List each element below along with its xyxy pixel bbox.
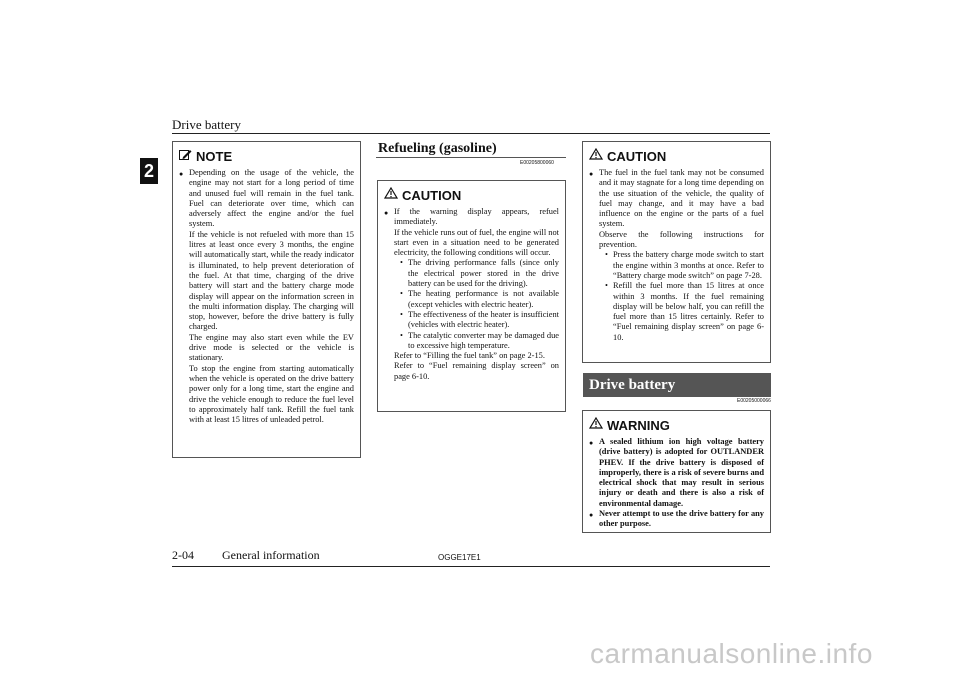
- warning-item: [589, 509, 764, 530]
- caution-subitem: • The catalytic converter may be damaged due to excessive high temperature.: [400, 330, 559, 350]
- note-pencil-icon: [179, 147, 192, 165]
- caution-paragraph: Refer to “Fuel remaining display screen” on page 6-10.: [394, 361, 559, 381]
- section-rule: [376, 157, 566, 158]
- bullet-icon: ●: [179, 170, 184, 178]
- bullet-icon: ●: [589, 511, 594, 520]
- note-box: [172, 141, 361, 458]
- note-paragraph: Depending on the usage of the vehicle, the engine may not start for a long period of time and unused fuel will remain in the fuel tank. Fuel can deteriorate over time, which can adversely affect the engine and/or the fuel system.: [189, 168, 354, 229]
- section-code: E00205000066: [737, 398, 771, 404]
- caution-subitem: • Press the battery charge mode switch to start the engine within 3 months at once. Refer to “Battery charge mode switch” on page 7-28.: [605, 250, 764, 280]
- warning-title: WARNING: [607, 417, 670, 433]
- caution-paragraph: Observe the following instructions for prevention.: [599, 229, 764, 250]
- section-code: E00205800060: [520, 160, 554, 166]
- bullet-icon: ●: [384, 209, 389, 217]
- bullet-icon: ●: [589, 439, 594, 447]
- header-rule: [172, 133, 770, 134]
- page-number: 2-04: [172, 548, 194, 562]
- running-header: Drive battery: [172, 117, 241, 132]
- caution-subitem: • The driving performance falls (since only the electrical power stored in the drive battery can be used for the driving).: [400, 258, 559, 289]
- warning-paragraph: A sealed lithium ion high voltage battery (drive battery) is adopted for OUTLANDER PHEV. If the drive battery is disposed of improperly, there is a risk of severe burns and electrical shock that may result in serious injury or death and there is also a risk of environmental damage.: [599, 437, 764, 508]
- note-title: NOTE: [196, 148, 233, 164]
- caution-title: CAUTION: [607, 148, 667, 164]
- caution-subitem: • The heating performance is not available (except vehicles with electric heater).: [400, 289, 559, 309]
- caution-subitem: • The effectiveness of the heater is insufficient (vehicles with electric heater).: [400, 309, 559, 330]
- note-item: [179, 168, 354, 425]
- caution-paragraph: Refer to “Filling the fuel tank” on page 2-15.: [394, 351, 545, 361]
- warning-triangle-icon: [589, 416, 603, 434]
- chapter-tab: 2: [140, 158, 158, 184]
- section-title-refueling: Refueling (gasoline): [378, 141, 497, 156]
- note-paragraph: If the vehicle is not refueled with more than 15 litres at least once every 3 months, the engine will automatically start, while the ready indicator is illuminated, to help prevent deterioration of the fuel. At that time, charging of the drive battery will start and the battery charge mode display will appear on the information screen in the multi information display. The charging will stop, however, before the drive battery is fully charged.: [189, 229, 354, 332]
- document-code: OGGE17E1: [438, 553, 481, 562]
- caution-paragraph: If the warning display appears, refuel immediately.: [394, 207, 559, 227]
- caution-item: [589, 168, 764, 343]
- chapter-name: General information: [222, 548, 320, 562]
- caution-box-fuel: [582, 141, 771, 363]
- warning-triangle-icon: [589, 147, 603, 165]
- caution-title: CAUTION: [402, 187, 462, 203]
- warning-paragraph: Never attempt to use the drive battery for any other purpose.: [599, 509, 764, 529]
- warning-triangle-icon: [384, 186, 398, 204]
- footer-rule: [172, 566, 770, 567]
- caution-paragraph: The fuel in the fuel tank may not be consumed and it may stagnate for a long time depending on the use situation of the vehicle, the quality of fuel may change, and it may have a bad influence on the engine or the parts of a fuel system.: [599, 168, 764, 229]
- note-paragraph: To stop the engine from starting automatically when the vehicle is operated on the drive battery power only for a long time, start the engine and drive the vehicle enough to reduce the fuel level to approximately half tank. Refill the fuel tank with at least 15 litres of unleaded petrol.: [189, 363, 354, 425]
- note-paragraph: The engine may also start even while the EV drive mode is selected or the vehicle is stationary.: [189, 332, 354, 363]
- warning-box: [582, 410, 771, 533]
- watermark: carmanualsonline.info: [590, 638, 873, 669]
- caution-subitem: • Refill the fuel more than 15 litres at once within 3 months. If the fuel remaining display will be below half, you can refill the fuel more than 15 litres certainly. Refer to “Fuel remaining display screen” on page 6-10.: [605, 281, 764, 342]
- caution-box-refueling: [377, 180, 566, 412]
- warning-item: [589, 437, 764, 509]
- caution-paragraph: If the vehicle runs out of fuel, the engine will not start even in a situation need to be generated electricity, the following conditions will occur.: [394, 227, 559, 258]
- bullet-icon: ●: [589, 170, 594, 178]
- caution-item: [384, 207, 559, 382]
- section-banner-drive-battery: Drive battery: [583, 373, 771, 397]
